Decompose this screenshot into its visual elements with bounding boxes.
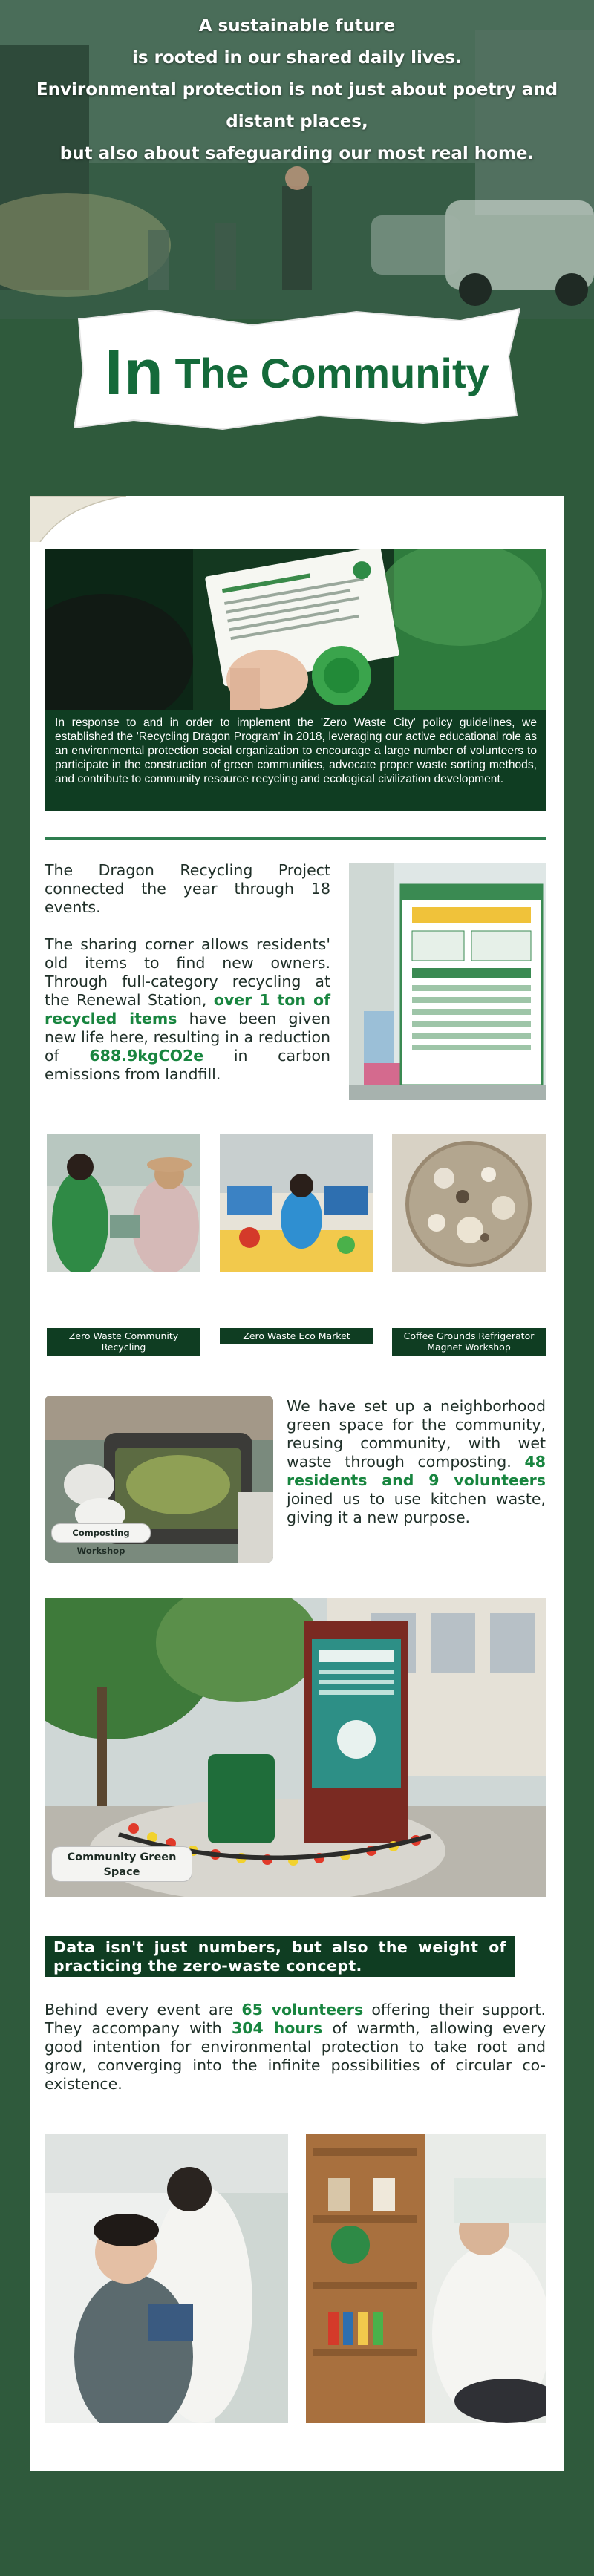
recycled-amount-highlight: over 1 ton of recycled items (45, 991, 330, 1027)
page-curl-decoration (30, 496, 126, 542)
community-green-space-tag: Community Green Space (51, 1846, 192, 1882)
recycling-program-flyer-photo (45, 549, 546, 710)
gallery-label: Zero Waste Community Recycling (47, 1328, 200, 1356)
child-reading-photo (45, 2134, 288, 2423)
recycling-station-shelf-photo (306, 2134, 546, 2423)
hero-intro-text (30, 10, 564, 170)
program-intro-caption: In response to and in order to implement the 'Zero Waste City' policy guidelines, we established the 'Recycling Dragon Program' in 2018, leveraging our active educational role as an environmental protection social organization to encourage a large number of volunteers to participate in the construction of green communities, advocate proper waste sorting methods, and contribute to community resource recycling and ecological civilization development. (45, 710, 546, 811)
gallery-label: Coffee Grounds Refrigerator Magnet Workshop (392, 1328, 546, 1356)
dragon-text: The sharing corner allows residents' old items to find new owners. Through full-category recycling at the Renewal Station, (45, 935, 330, 1009)
section-divider (45, 837, 546, 840)
dragon-paragraph-1: The Dragon Recycling Project connected the year through 18 events. (45, 861, 330, 916)
hero-line: but also about safeguarding our most real home. (59, 144, 535, 163)
page-title (74, 304, 520, 434)
hero-section (0, 0, 594, 475)
dragon-text: in carbon emissions from landfill. (45, 1047, 330, 1083)
title-big-word: In (105, 337, 165, 408)
carbon-reduction-highlight: 688.9kgCO2e (89, 1047, 204, 1065)
volunteer-text: of warmth, allowing every good intention for environmental protection to take root and grow, converging into the infinite possibilities of circular co-existence. (45, 2019, 546, 2093)
hero-line: Environmental protection is not just about poetry and (36, 80, 558, 99)
hero-line: distant places, (226, 112, 368, 131)
data-section-heading: Data isn't just numbers, but also the weight of practicing the zero-waste concept. (45, 1936, 515, 1977)
gallery-label: Zero Waste Eco Market (220, 1328, 373, 1344)
participants-highlight: 48 residents and 9 volunteers (287, 1453, 546, 1489)
dragon-project-text (45, 861, 330, 1084)
dragon-text: have been given new life here, resulting in a reduction of (45, 1010, 330, 1065)
hero-line: is rooted in our shared daily lives. (132, 48, 462, 68)
section-title-banner (74, 304, 520, 434)
volunteers-count-highlight: 65 volunteers (241, 2001, 364, 2018)
compost-text: joined us to use kitchen waste, giving it a new purpose. (287, 1490, 546, 1526)
compost-text: We have set up a neighborhood green space for the community, reusing community, with wet waste through composting. (287, 1397, 546, 1471)
composting-text (287, 1397, 546, 1527)
gallery-photo-community-recycling (47, 1134, 200, 1272)
volunteer-text: offering their support. They accompany with (45, 2001, 546, 2037)
dragon-paragraph-2 (45, 935, 330, 1084)
hero-line: A sustainable future (198, 16, 396, 36)
hours-highlight: 304 hours (231, 2019, 323, 2037)
gallery-photo-coffee-magnet-workshop (392, 1134, 546, 1272)
gallery-photo-eco-market (220, 1134, 373, 1272)
recycling-exchange-board-photo (349, 863, 546, 1100)
volunteer-text: Behind every event are (45, 2001, 242, 2018)
composting-workshop-tag: Composting Workshop (51, 1523, 151, 1543)
volunteers-text (45, 2001, 546, 2093)
title-rest: The Community (174, 350, 489, 396)
